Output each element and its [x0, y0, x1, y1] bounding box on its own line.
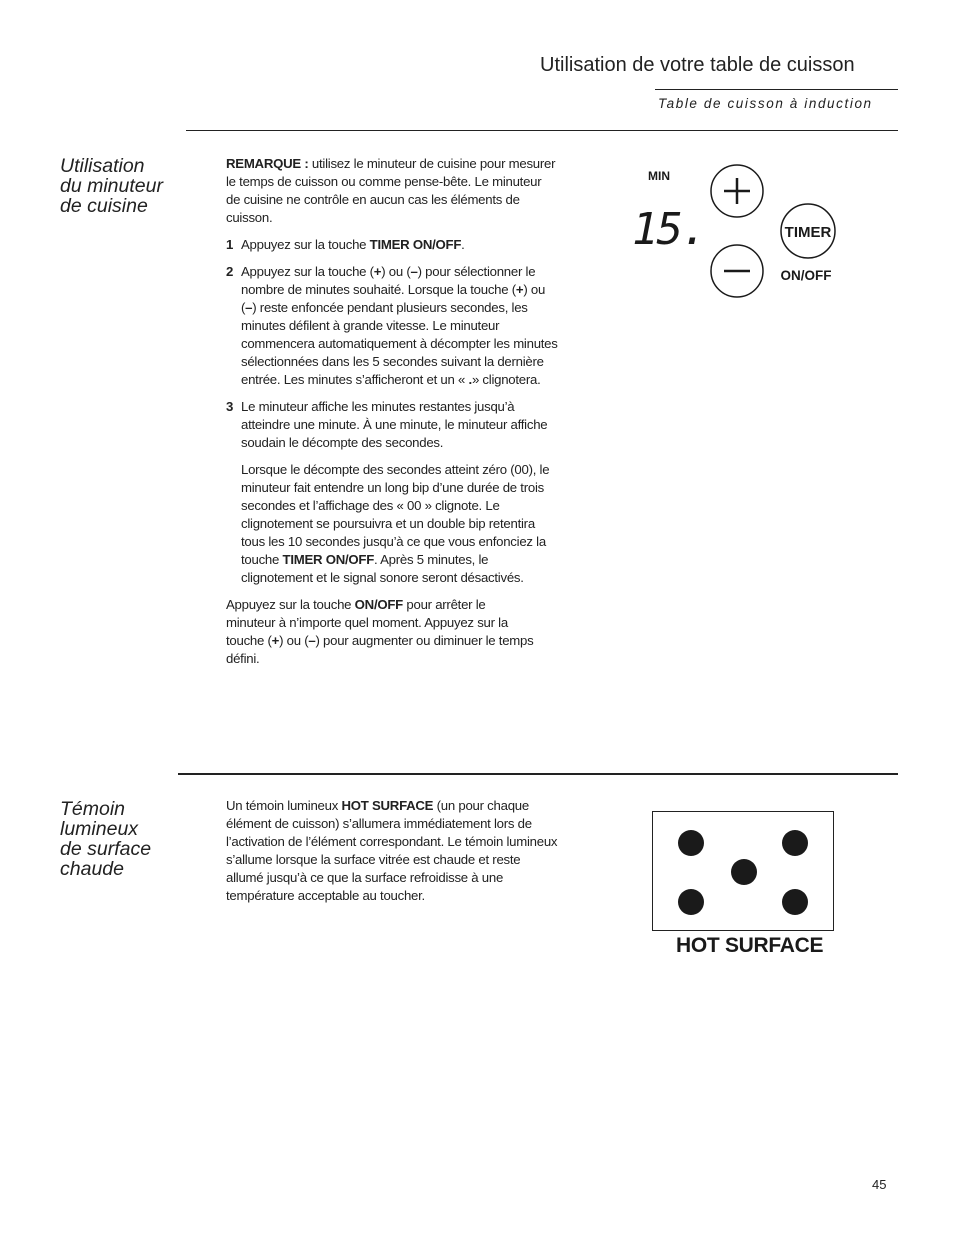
indicator-light	[782, 830, 808, 856]
section-heading-timer	[60, 156, 185, 216]
step-text: ) ou (	[381, 264, 411, 279]
key-name: ON/OFF	[354, 597, 403, 612]
plus-key: +	[373, 264, 382, 279]
step-1	[226, 236, 558, 254]
minus-key: –	[410, 264, 418, 279]
paragraph-text: ) ou (	[279, 633, 309, 648]
heading-line: du minuteur	[60, 175, 163, 197]
step-text: Appuyez sur la touche	[241, 237, 370, 252]
heading-line: chaude	[60, 858, 124, 880]
min-label: MIN	[648, 169, 670, 183]
note-paragraph	[226, 155, 558, 227]
paragraph-text: Appuyez sur la touche	[226, 597, 355, 612]
section-divider	[178, 773, 898, 775]
timer-label: TIMER	[784, 224, 832, 241]
hot-surface-paragraph	[226, 797, 558, 905]
key-name: TIMER ON/OFF	[369, 237, 462, 252]
step-text: Le minuteur affiche les minutes restantes jusqu’à atteindre une minute. À une minute, le minuteur affiche soudain le décompte des secondes.	[241, 399, 548, 450]
hot-surface-label: HOT SURFACE	[676, 934, 824, 957]
step-text: ) ou (	[241, 282, 546, 315]
key-name: TIMER ON/OFF	[282, 552, 375, 567]
step-3-continued	[226, 461, 558, 587]
minus-key: –	[245, 300, 253, 315]
minus-key: –	[308, 633, 316, 648]
plus-key: +	[515, 282, 524, 297]
page-title: Utilisation de votre table de cuisson	[540, 54, 855, 76]
indicator-light	[782, 889, 808, 915]
hot-surface-indicator-panel	[652, 811, 834, 931]
heading-line: de surface	[60, 838, 152, 860]
step-text: Appuyez sur la touche (	[241, 264, 374, 279]
heading-line: Utilisation	[60, 155, 145, 177]
plus-key: +	[271, 633, 280, 648]
paragraph-text: Un témoin lumineux	[226, 798, 342, 813]
paragraph-text: (un pour chaque élément de cuisson) s’allumera immédiatement lors de l’activation de l’élément correspondant. Le témoin lumineux s’allume lorsque la surface vitrée est chaude et reste allumé jusqu’à ce que la surface refroidisse à une température acceptable au toucher.	[226, 798, 558, 903]
timer-button	[781, 204, 835, 258]
timer-control-illustration	[624, 158, 844, 303]
section-divider	[186, 130, 898, 131]
dot-symbol: .	[468, 372, 472, 387]
header-rule	[655, 89, 898, 90]
timer-instructions	[226, 155, 558, 668]
indicator-light	[678, 889, 704, 915]
indicator-light	[678, 830, 704, 856]
step-text: . Après 5 minutes, le clignotement et le signal sonore seront désactivés.	[241, 552, 524, 585]
step-text: .	[461, 237, 465, 252]
plus-button	[711, 165, 763, 217]
paragraph-text: ) pour augmenter ou diminuer le temps défini.	[226, 633, 534, 666]
step-text: ) pour sélectionner le nombre de minutes souhaité. Lorsque la touche (	[241, 264, 536, 297]
step-number: 3	[226, 399, 234, 414]
heading-line: de cuisine	[60, 195, 148, 217]
page-subtitle: Table de cuisson à induction	[658, 96, 873, 111]
paragraph-text: pour arrêter le minuteur à n’importe quel moment. Appuyez sur la touche (	[226, 597, 508, 648]
page-number: 45	[872, 1177, 887, 1192]
step-number: 2	[226, 264, 234, 279]
step-text: Lorsque le décompte des secondes atteint zéro (00), le minuteur fait entendre un long bip d’une durée de trois secondes et l’affichage des « 00 » clignote. Le clignotement se poursuivra et un double bip retentira tous les 10 secondes jusqu’à ce que vous enfonciez la touche	[241, 462, 550, 567]
final-paragraph	[226, 596, 558, 668]
note-text: utilisez le minuteur de cuisine pour mesurer le temps de cuisson ou comme pense-bête. Le minuteur de cuisine ne contrôle en aucun cas les éléments de cuisson.	[226, 156, 556, 225]
heading-line: Témoin	[60, 798, 126, 820]
step-text: » clignotera.	[471, 372, 541, 387]
minus-button	[711, 245, 763, 297]
note-label: REMARQUE :	[226, 156, 309, 171]
indicator-light	[731, 859, 757, 885]
indicator-name: HOT SURFACE	[341, 798, 434, 813]
timer-display: 15.	[632, 204, 706, 255]
heading-line: lumineux	[60, 818, 139, 840]
step-number: 1	[226, 237, 234, 252]
step-text: ) reste enfoncée pendant plusieurs secondes, les minutes défilent à grande vitesse. Le minuteur commencera automatiquement à décompter les minutes sélectionnées dans les 5 secondes suivant la dernière entrée. Les minutes s’afficheront et un «	[241, 300, 558, 387]
hot-surface-description	[226, 797, 558, 905]
step-3	[226, 398, 558, 452]
section-heading-hot-surface	[60, 799, 185, 879]
onoff-label: ON/OFF	[780, 268, 832, 283]
step-2	[226, 263, 558, 389]
